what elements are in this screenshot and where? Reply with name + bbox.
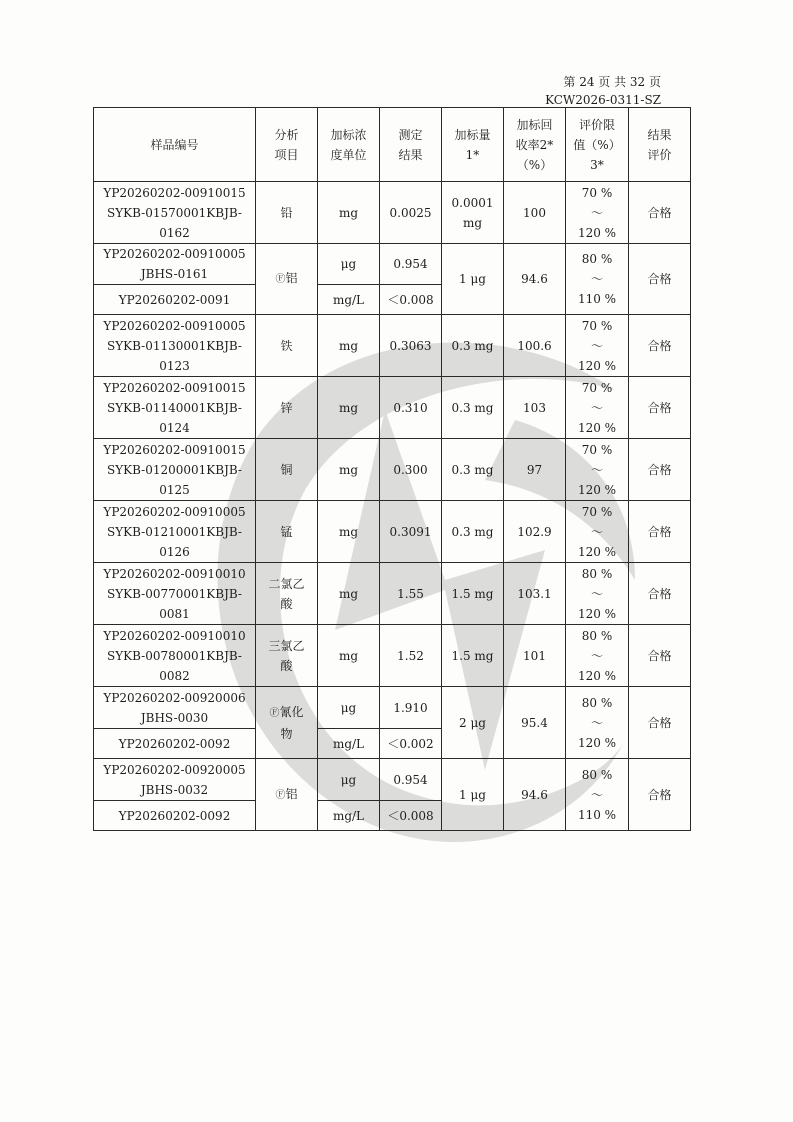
- limit-cell: 70 % ～ 120 %: [566, 182, 629, 244]
- sample-id-cell: YP20260202-00910015 SYKB-01570001KBJB- 0162: [94, 182, 256, 244]
- sample-id-cell: YP20260202-00920006 JBHS-0030: [94, 687, 256, 729]
- recovery-cell: 103.1: [504, 563, 566, 625]
- column-header: 测定 结果: [380, 108, 442, 182]
- page-number: 第 24 页 共 32 页: [563, 75, 661, 89]
- unit-cell: mg: [318, 439, 380, 501]
- column-header: 加标量 1*: [442, 108, 504, 182]
- analysis-item-cell: 锌: [256, 377, 318, 439]
- analysis-item-cell: [256, 244, 318, 315]
- sample-id-cell: YP20260202-00910005 SYKB-01210001KBJB- 0126: [94, 501, 256, 563]
- recovery-cell: 94.6: [504, 244, 566, 315]
- spike-amount-cell: 1 μg: [442, 244, 504, 315]
- recovery-cell: 101: [504, 625, 566, 687]
- table-row: [94, 501, 691, 563]
- limit-cell: 70 % ～ 120 %: [566, 501, 629, 563]
- limit-cell: 70 % ～ 120 %: [566, 377, 629, 439]
- unit-cell: mg: [318, 315, 380, 377]
- recovery-cell: 94.6: [504, 759, 566, 831]
- limit-cell: 80 % ～ 110 %: [566, 759, 629, 831]
- unit-cell: mg/L: [318, 285, 380, 315]
- spike-amount-cell: 0.3 mg: [442, 315, 504, 377]
- column-header: 样品编号: [94, 108, 256, 182]
- table-row: [94, 377, 691, 439]
- spike-amount-cell: 0.0001 mg: [442, 182, 504, 244]
- analysis-item-cell: 铅: [256, 182, 318, 244]
- spike-amount-cell: 0.3 mg: [442, 439, 504, 501]
- formula-mark: Ⓕ: [275, 274, 286, 285]
- analysis-item-cell: 铜: [256, 439, 318, 501]
- result-cell: 0.300: [380, 439, 442, 501]
- spike-recovery-table: [93, 107, 691, 831]
- sample-id-cell: YP20260202-00910010 SYKB-00780001KBJB- 0082: [94, 625, 256, 687]
- result-cell: ＜0.002: [380, 729, 442, 759]
- unit-cell: μg: [318, 244, 380, 285]
- table-row: [94, 625, 691, 687]
- page-header: [545, 73, 661, 109]
- analysis-item-label: 氰化 物: [279, 704, 304, 741]
- result-cell: 0.954: [380, 759, 442, 801]
- column-header: 加标浓 度单位: [318, 108, 380, 182]
- limit-cell: 80 % ～ 120 %: [566, 563, 629, 625]
- sample-id-cell: YP20260202-00910015 SYKB-01200001KBJB- 0125: [94, 439, 256, 501]
- sample-id-cell: YP20260202-00910005 JBHS-0161: [94, 244, 256, 285]
- column-header: 结果 评价: [629, 108, 691, 182]
- evaluation-cell: 合格: [629, 563, 691, 625]
- limit-cell: 80 % ～ 120 %: [566, 625, 629, 687]
- spike-amount-cell: 1 μg: [442, 759, 504, 831]
- evaluation-cell: 合格: [629, 759, 691, 831]
- table-row: [94, 759, 691, 801]
- recovery-cell: 95.4: [504, 687, 566, 759]
- evaluation-cell: 合格: [629, 315, 691, 377]
- table-row: [94, 687, 691, 729]
- unit-cell: mg/L: [318, 729, 380, 759]
- sample-id-cell: YP20260202-00920005 JBHS-0032: [94, 759, 256, 801]
- result-cell: 0.954: [380, 244, 442, 285]
- evaluation-cell: 合格: [629, 377, 691, 439]
- result-cell: 1.55: [380, 563, 442, 625]
- analysis-item-label: 铝: [285, 271, 298, 285]
- spike-amount-cell: 1.5 mg: [442, 563, 504, 625]
- result-cell: ＜0.008: [380, 285, 442, 315]
- formula-mark: Ⓕ: [269, 707, 280, 719]
- sample-id-cell: YP20260202-0091: [94, 285, 256, 315]
- result-cell: 0.310: [380, 377, 442, 439]
- unit-cell: μg: [318, 687, 380, 729]
- analysis-item-label: 铝: [285, 786, 298, 801]
- report-number: KCW2026-0311-SZ: [545, 93, 661, 107]
- sample-id-cell: YP20260202-00910010 SYKB-00770001KBJB- 0081: [94, 563, 256, 625]
- result-cell: 0.0025: [380, 182, 442, 244]
- result-cell: 0.3063: [380, 315, 442, 377]
- spike-amount-cell: 0.3 mg: [442, 501, 504, 563]
- column-header: 评价限 值（%） 3*: [566, 108, 629, 182]
- analysis-item-cell: [256, 759, 318, 831]
- result-cell: 1.52: [380, 625, 442, 687]
- sample-id-cell: YP20260202-00910005 SYKB-01130001KBJB- 0123: [94, 315, 256, 377]
- analysis-item-cell: 锰: [256, 501, 318, 563]
- evaluation-cell: 合格: [629, 625, 691, 687]
- limit-cell: 80 % ～ 110 %: [566, 244, 629, 315]
- recovery-cell: 102.9: [504, 501, 566, 563]
- column-header: 加标回 收率2* （%）: [504, 108, 566, 182]
- recovery-cell: 100.6: [504, 315, 566, 377]
- evaluation-cell: 合格: [629, 439, 691, 501]
- column-header: 分析 项目: [256, 108, 318, 182]
- spike-amount-cell: 1.5 mg: [442, 625, 504, 687]
- table-row: [94, 563, 691, 625]
- evaluation-cell: 合格: [629, 182, 691, 244]
- evaluation-cell: 合格: [629, 501, 691, 563]
- table-header-row: [94, 108, 691, 182]
- unit-cell: mg: [318, 563, 380, 625]
- unit-cell: mg: [318, 501, 380, 563]
- recovery-cell: 100: [504, 182, 566, 244]
- result-cell: 0.3091: [380, 501, 442, 563]
- analysis-item-cell: 二氯乙 酸: [256, 563, 318, 625]
- unit-cell: μg: [318, 759, 380, 801]
- evaluation-cell: 合格: [629, 244, 691, 315]
- table-row: [94, 439, 691, 501]
- table-row: [94, 244, 691, 285]
- result-cell: ＜0.008: [380, 801, 442, 831]
- recovery-cell: 103: [504, 377, 566, 439]
- analysis-item-cell: 铁: [256, 315, 318, 377]
- unit-cell: mg: [318, 377, 380, 439]
- unit-cell: mg/L: [318, 801, 380, 831]
- sample-id-cell: YP20260202-0092: [94, 729, 256, 759]
- result-cell: 1.910: [380, 687, 442, 729]
- analysis-item-cell: [256, 687, 318, 759]
- limit-cell: 70 % ～ 120 %: [566, 439, 629, 501]
- analysis-item-cell: 三氯乙 酸: [256, 625, 318, 687]
- sample-id-cell: YP20260202-00910015 SYKB-01140001KBJB- 0124: [94, 377, 256, 439]
- evaluation-cell: 合格: [629, 687, 691, 759]
- limit-cell: 80 % ～ 120 %: [566, 687, 629, 759]
- table-row: [94, 315, 691, 377]
- sample-id-cell: YP20260202-0092: [94, 801, 256, 831]
- unit-cell: mg: [318, 182, 380, 244]
- unit-cell: mg: [318, 625, 380, 687]
- formula-mark: Ⓕ: [275, 789, 286, 801]
- recovery-cell: 97: [504, 439, 566, 501]
- limit-cell: 70 % ～ 120 %: [566, 315, 629, 377]
- spike-amount-cell: 0.3 mg: [442, 377, 504, 439]
- table-row: [94, 182, 691, 244]
- spike-amount-cell: 2 μg: [442, 687, 504, 759]
